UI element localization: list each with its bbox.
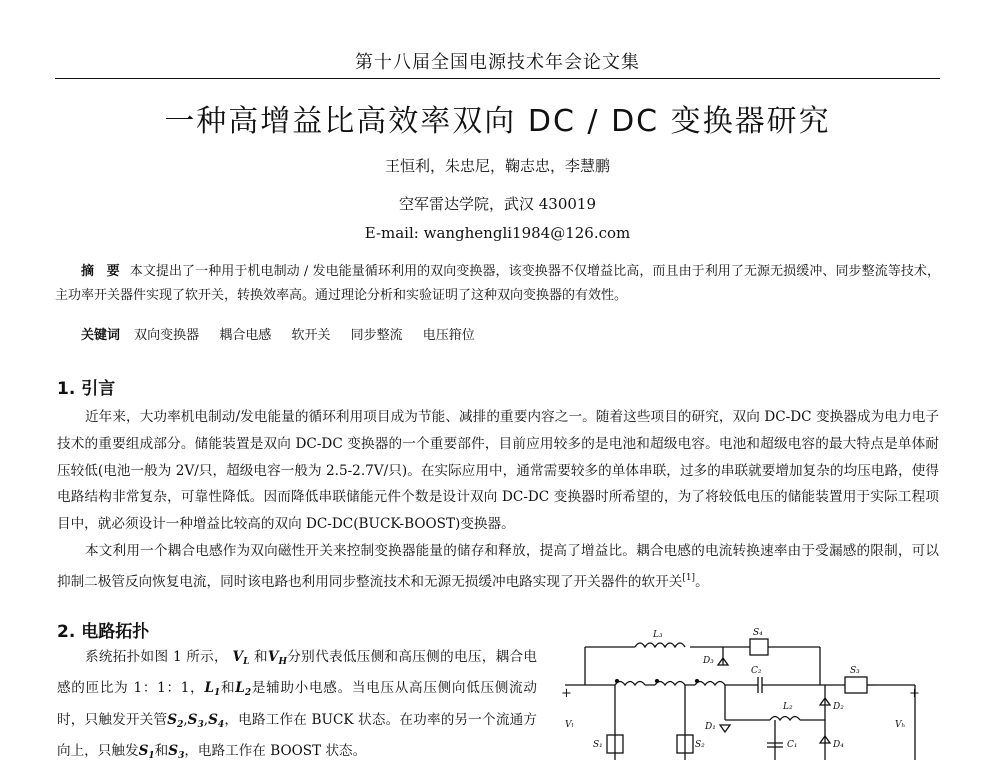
dot-marker xyxy=(656,680,659,683)
symbol-subscript: 2 xyxy=(244,688,252,699)
text-run: 和 xyxy=(254,649,268,665)
topology-paragraph xyxy=(57,644,537,770)
authors: 王恒利，朱忠尼，鞠志忠，李慧鹏 xyxy=(384,157,610,175)
symbol-subscript: 3 xyxy=(178,751,185,762)
text-run: 是辅助小电感。当电压从高压侧向低压侧流动时，只触发开关管 xyxy=(57,680,537,728)
keyword: 同步整流 xyxy=(350,328,403,343)
label-L3: L₃ xyxy=(653,630,663,640)
symbol-base: L xyxy=(235,680,245,697)
label-D2: D₂ xyxy=(833,702,844,712)
label-S2: S₂ xyxy=(695,740,705,750)
section-heading-intro: 1. 引言 xyxy=(57,379,116,399)
text-run: , xyxy=(183,711,188,728)
keywords xyxy=(81,324,491,343)
dot-marker xyxy=(616,680,619,683)
intro-paragraph-2 xyxy=(57,538,939,596)
coupled-inductor xyxy=(615,682,735,686)
label-D4: D₄ xyxy=(833,740,844,750)
section-heading-topology: 2. 电路拓扑 xyxy=(57,622,150,642)
symbol-base: S xyxy=(168,743,179,760)
symbol-subscript: 1 xyxy=(214,688,221,699)
capacitor-C2 xyxy=(750,677,770,693)
symbol-base: L xyxy=(204,680,214,697)
email: E-mail: wanghengli1984@126.com xyxy=(364,224,631,242)
symbol-S3b xyxy=(168,743,185,762)
symbol-base: V xyxy=(232,649,244,665)
label-plus-left: + xyxy=(561,686,572,701)
symbol-subscript: H xyxy=(278,657,287,667)
symbol-base: S xyxy=(138,743,149,760)
text-run: ，电路工作在 BUCK 状态。在功率的另一个流通方向上，只触发 xyxy=(57,711,537,760)
symbol-subscript: 3 xyxy=(197,719,204,730)
symbol-VH xyxy=(268,649,287,665)
label-S1: S₁ xyxy=(593,740,603,750)
symbol-S1 xyxy=(138,743,155,762)
label-plus-right: + xyxy=(909,686,920,701)
symbol-L2 xyxy=(235,680,252,699)
intro-paragraph-2-text: 本文利用一个耦合电感作为双向磁性开关来控制变换器能量的储存和释放，提高了增益比。耦合电感的电流转换速率由于受漏感的限制，可以抑制二极管反向恢复电流，同时该电路也利用同步整流技术和无源无损缓冲电路实现了开关器件的软开关 xyxy=(57,543,939,590)
label-C1: C₁ xyxy=(787,740,798,750)
symbol-base: S xyxy=(167,711,178,728)
text-run: 分别代表低压侧和高压侧的电压，耦合电感的匝比为 1：1：1， xyxy=(57,649,538,697)
text-run: 和 xyxy=(154,743,169,760)
label-S3: S₃ xyxy=(850,666,860,676)
symbol-base: V xyxy=(267,649,279,665)
keyword: 电压箝位 xyxy=(422,328,475,343)
switch-S4 xyxy=(750,639,768,655)
text-run: , xyxy=(203,711,209,728)
diode-D3 xyxy=(718,647,728,665)
label-D3: D₃ xyxy=(703,656,714,666)
header-rule xyxy=(55,78,940,79)
keyword: 软开关 xyxy=(291,328,331,343)
symbol-subscript: 2 xyxy=(177,719,184,730)
running-head: 第十八届全国电源技术年会论文集 xyxy=(355,52,640,73)
paper-title: 一种高增益比高效率双向 DC / DC 变换器研究 xyxy=(164,104,831,139)
keyword: 耦合电感 xyxy=(219,328,272,343)
circuit-figure xyxy=(555,625,950,760)
label-VL: Vₗ xyxy=(565,720,574,730)
keywords-label: 关键词 xyxy=(81,328,121,343)
label-D1: D₁ xyxy=(705,722,716,732)
symbol-S3 xyxy=(188,712,204,728)
symbol-S4 xyxy=(208,712,224,728)
inductor-L2 xyxy=(725,717,825,721)
inductor-L3 xyxy=(635,643,685,647)
intro-paragraph-1: 近年来，大功率机电制动/发电能量的循环利用项目成为节能、减排的重要内容之一。随着这些项目的研究，双向 DC-DC 变换器成为电力电子技术的重要组成部分。储能装置是双向 DC-DC 变换器的一个重要部件，目前应用较多的是电池和超级电容。电池和超级电容的最大特点是单体耐压较低(电池一般为 2V/只，超级电容一般为 2.5-2.7V/只)。在实际应用中，通常需要较多的单体串联，过多的串联就要增加复杂的均压电路，使得电路结构非常复杂，可靠性降低。因而降低串联储能元件个数是设计双向 DC-DC 变换器时所希望的，为了将较低电压的储能装置用于实际工程项目中，就必须设计一种增益比较高的双向 DC-DC(BUCK-BOOST)变换器。 xyxy=(57,409,939,533)
abstract-label: 摘 要 xyxy=(81,264,124,279)
diode-D2 xyxy=(820,685,830,760)
symbol-L1 xyxy=(204,680,221,699)
symbol-subscript: 1 xyxy=(148,751,155,762)
symbol-base: S xyxy=(208,711,218,728)
label-S4: S₄ xyxy=(753,628,763,638)
symbol-S2 xyxy=(167,712,183,728)
keyword: 双向变换器 xyxy=(134,328,200,343)
symbol-base: S xyxy=(187,711,198,728)
text-run: ，电路工作在 BOOST 状态。 xyxy=(184,743,367,760)
symbol-subscript: 4 xyxy=(217,719,225,730)
dot-marker xyxy=(696,680,699,683)
intro-paragraph-2-end: 。 xyxy=(695,573,709,590)
abstract-text: 本文提出了一种用于机电制动 / 发电能量循环利用的双向变换器，该变换器不仅增益比高，而且由于利用了无源无损缓冲、同步整流等技术，主功率开关器件实现了软开关，转换效率高。通过理论分析和实验证明了这种双向变换器的有效性。 xyxy=(55,264,940,303)
text-run: 系统拓扑如图 1 所示， xyxy=(85,649,228,665)
label-C2: C₂ xyxy=(751,666,762,676)
citation-ref: [1] xyxy=(682,572,696,583)
affiliation: 空军雷达学院，武汉 430019 xyxy=(398,195,597,213)
abstract xyxy=(55,260,940,308)
diode-D1 xyxy=(720,725,730,732)
symbol-VL xyxy=(233,649,250,665)
label-VH: Vₕ xyxy=(895,720,906,730)
text-run: 和 xyxy=(220,680,236,697)
symbol-subscript: L xyxy=(243,657,250,667)
switch-S3 xyxy=(845,677,867,693)
label-L2: L₂ xyxy=(783,702,793,712)
